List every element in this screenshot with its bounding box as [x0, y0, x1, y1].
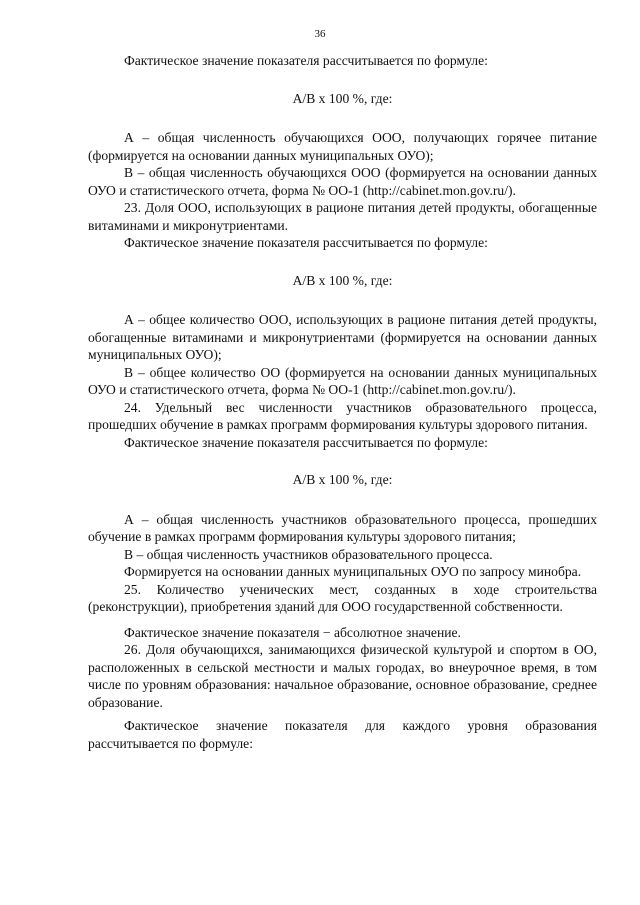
paragraph: А – общая численность участников образовательного процесса, прошедших обучение в рамках программ формирования культуры здорового питания; [88, 511, 597, 544]
formula: А/В х 100 %, где: [292, 472, 393, 487]
paragraph: Фактическое значение показателя рассчитывается по формуле: [124, 53, 488, 68]
paragraph: 23. Доля ООО, использующих в рационе питания детей продукты, обогащенные витаминами и микронутриентами. [88, 200, 597, 233]
paragraph: Формируется на основании данных муниципальных ОУО по запросу минобра. [124, 564, 582, 579]
paragraph: А – общая численность обучающихся ООО, получающих горячее питание (формируется на основании данных муниципальных ОУО); [88, 130, 597, 163]
paragraph: Фактическое значение показателя рассчитывается по формуле: [124, 235, 488, 250]
paragraph: В – общее количество ОО (формируется на основании данных муниципальных ОУО и статистического отчета, форма № ОО-1 (http://cabinet.mon.gov.ru/). [88, 364, 597, 397]
paragraph: 26. Доля обучающихся, занимающихся физической культурой и спортом в ОО, расположенных в сельской местности и малых городах, во внеурочное время, в том числе по уровням образования: начальное образование, основное образование, среднее образование. [88, 642, 597, 710]
paragraph: Фактическое значение показателя для каждого уровня образования рассчитывается по формуле: [88, 718, 597, 751]
paragraph: Фактическое значение показателя рассчитывается по формуле: [124, 434, 488, 450]
paragraph: А – общее количество ООО, использующих в рационе питания детей продукты, обогащенные витаминами и микронутриентами (формируется на основании данных муниципальных ОУО); [88, 312, 597, 362]
paragraph: 24. Удельный вес численности участников образовательного процесса, прошедших обучение в рамках программ формирования культуры здорового питания. [88, 399, 597, 432]
formula: А/В х 100 %, где: [292, 90, 393, 106]
paragraph: В – общая численность обучающихся ООО (формируется на основании данных ОУО и статистического отчета, форма № ОО-1 (http://cabinet.mon.gov.ru/). [88, 165, 597, 198]
document-body [88, 52, 597, 752]
page-number: 36 [314, 28, 326, 40]
paragraph: В – общая численность участников образовательного процесса. [124, 546, 493, 562]
paragraph: Фактическое значение показателя − абсолютное значение. [124, 624, 461, 640]
formula: А/В х 100 %, где: [292, 272, 393, 288]
paragraph: 25. Количество ученических мест, созданных в ходе строительства (реконструкции), приобретения зданий для ООО государственной собственности. [88, 581, 597, 614]
